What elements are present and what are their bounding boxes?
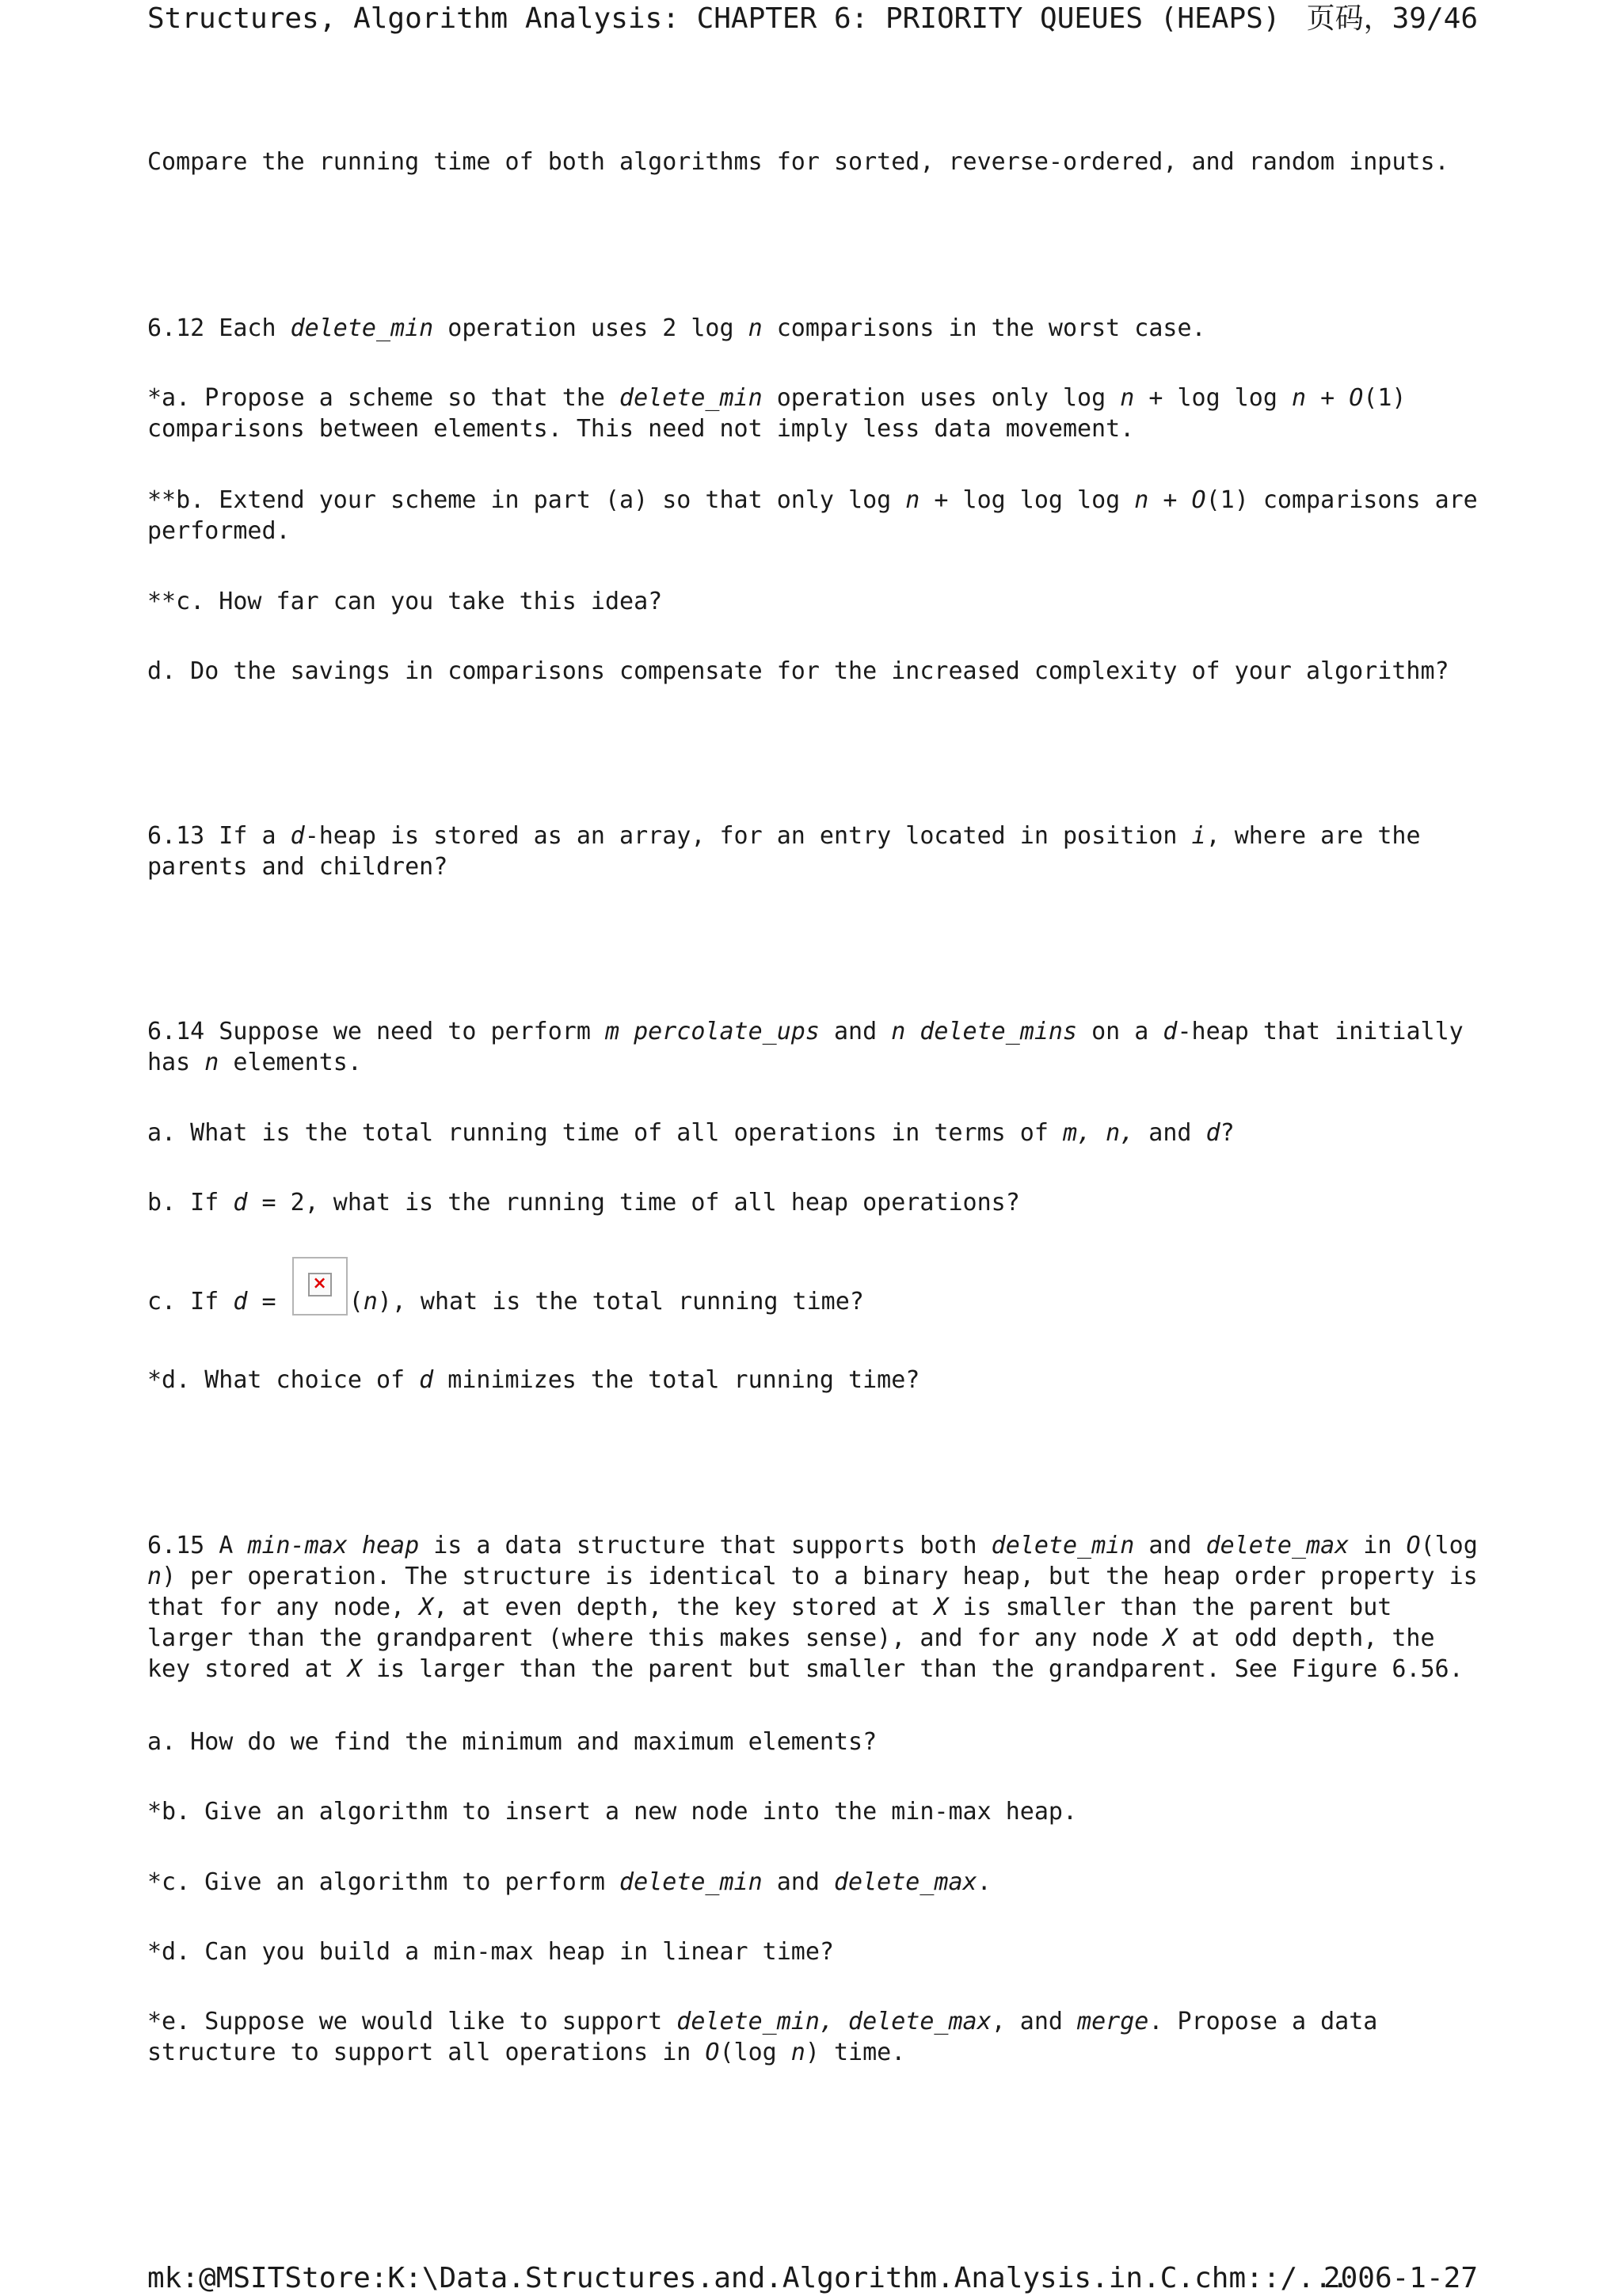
exercise-6-13: 6.13 If a d-heap is stored as an array, for an entry located in position i, where are the parents and children? — [147, 822, 1435, 881]
exercise-6-15-d: *d. Can you build a min-max heap in linear time? — [147, 1938, 834, 1966]
exercise-6-14-c: c. If d = × (n), what is the total running time? — [147, 1257, 1478, 1331]
exercise-6-15-e: *e. Suppose we would like to support delete_min, delete_max, and merge. Propose a data structure to support all operations in O(log n) time. — [147, 2008, 1392, 2066]
page-header — [147, 2, 1478, 36]
intro-paragraph: Compare the running time of both algorithms for sorted, reverse-ordered, and random inputs. — [147, 148, 1449, 176]
exercise-6-14-b: b. If d = 2, what is the running time of all heap operations? — [147, 1189, 1020, 1217]
footer-source-path: mk:@MSITStore:K:\Data.Structures.and.Algorithm.Analysis.in.C.chm::/... — [147, 2262, 1350, 2294]
exercise-6-15-lead: 6.15 A min-max heap is a data structure that supports both delete_min and delete_max in O(log n) per operation. The structure is identical to a binary heap, but the heap order property is that for any node, X, at even depth, the key stored at X is smaller than the parent but larger than the grandparent (where this makes sense), and for any node X at odd depth, the key stored at X is larger than the parent but smaller than the grandparent. See Figure 6.56. — [147, 1532, 1492, 1683]
exercise-6-14-lead: 6.14 Suppose we need to perform m percolate_ups and n delete_mins on a d-heap that initially has n elements. — [147, 1018, 1478, 1076]
exercise-6-12-lead: 6.12 Each delete_min operation uses 2 log n comparisons in the worst case. — [147, 314, 1206, 342]
exercise-6-14-d: *d. What choice of d minimizes the total running time? — [147, 1366, 920, 1394]
exercise-6-12-b: **b. Extend your scheme in part (a) so that only log n + log log log n + O(1) comparisons are performed. — [147, 486, 1492, 545]
exercise-6-15-c: *c. Give an algorithm to perform delete_min and delete_max. — [147, 1868, 992, 1896]
exercise-6-12-a: *a. Propose a scheme so that the delete_min operation uses only log n + log log n + O(1) comparisons between elements. This need not imply less data movement. — [147, 384, 1421, 443]
header-page-number: 页码，39/46 — [1306, 2, 1478, 35]
exercise-6-15-b: *b. Give an algorithm to insert a new node into the min-max heap. — [147, 1798, 1077, 1826]
footer-date: 2006-1-27 — [1323, 2262, 1478, 2294]
exercise-6-15-a: a. How do we find the minimum and maximum elements? — [147, 1728, 878, 1756]
page-footer — [147, 2261, 1478, 2296]
broken-image-icon: × — [292, 1257, 348, 1316]
exercise-6-12-d: d. Do the savings in comparisons compensate for the increased complexity of your algorithm? — [147, 657, 1449, 685]
exercise-6-12-c: **c. How far can you take this idea? — [147, 588, 663, 615]
header-title: Structures, Algorithm Analysis: CHAPTER 6: PRIORITY QUEUES (HEAPS) — [147, 2, 1281, 35]
exercise-6-14-a: a. What is the total running time of all operations in terms of m, n, and d? — [147, 1119, 1235, 1147]
